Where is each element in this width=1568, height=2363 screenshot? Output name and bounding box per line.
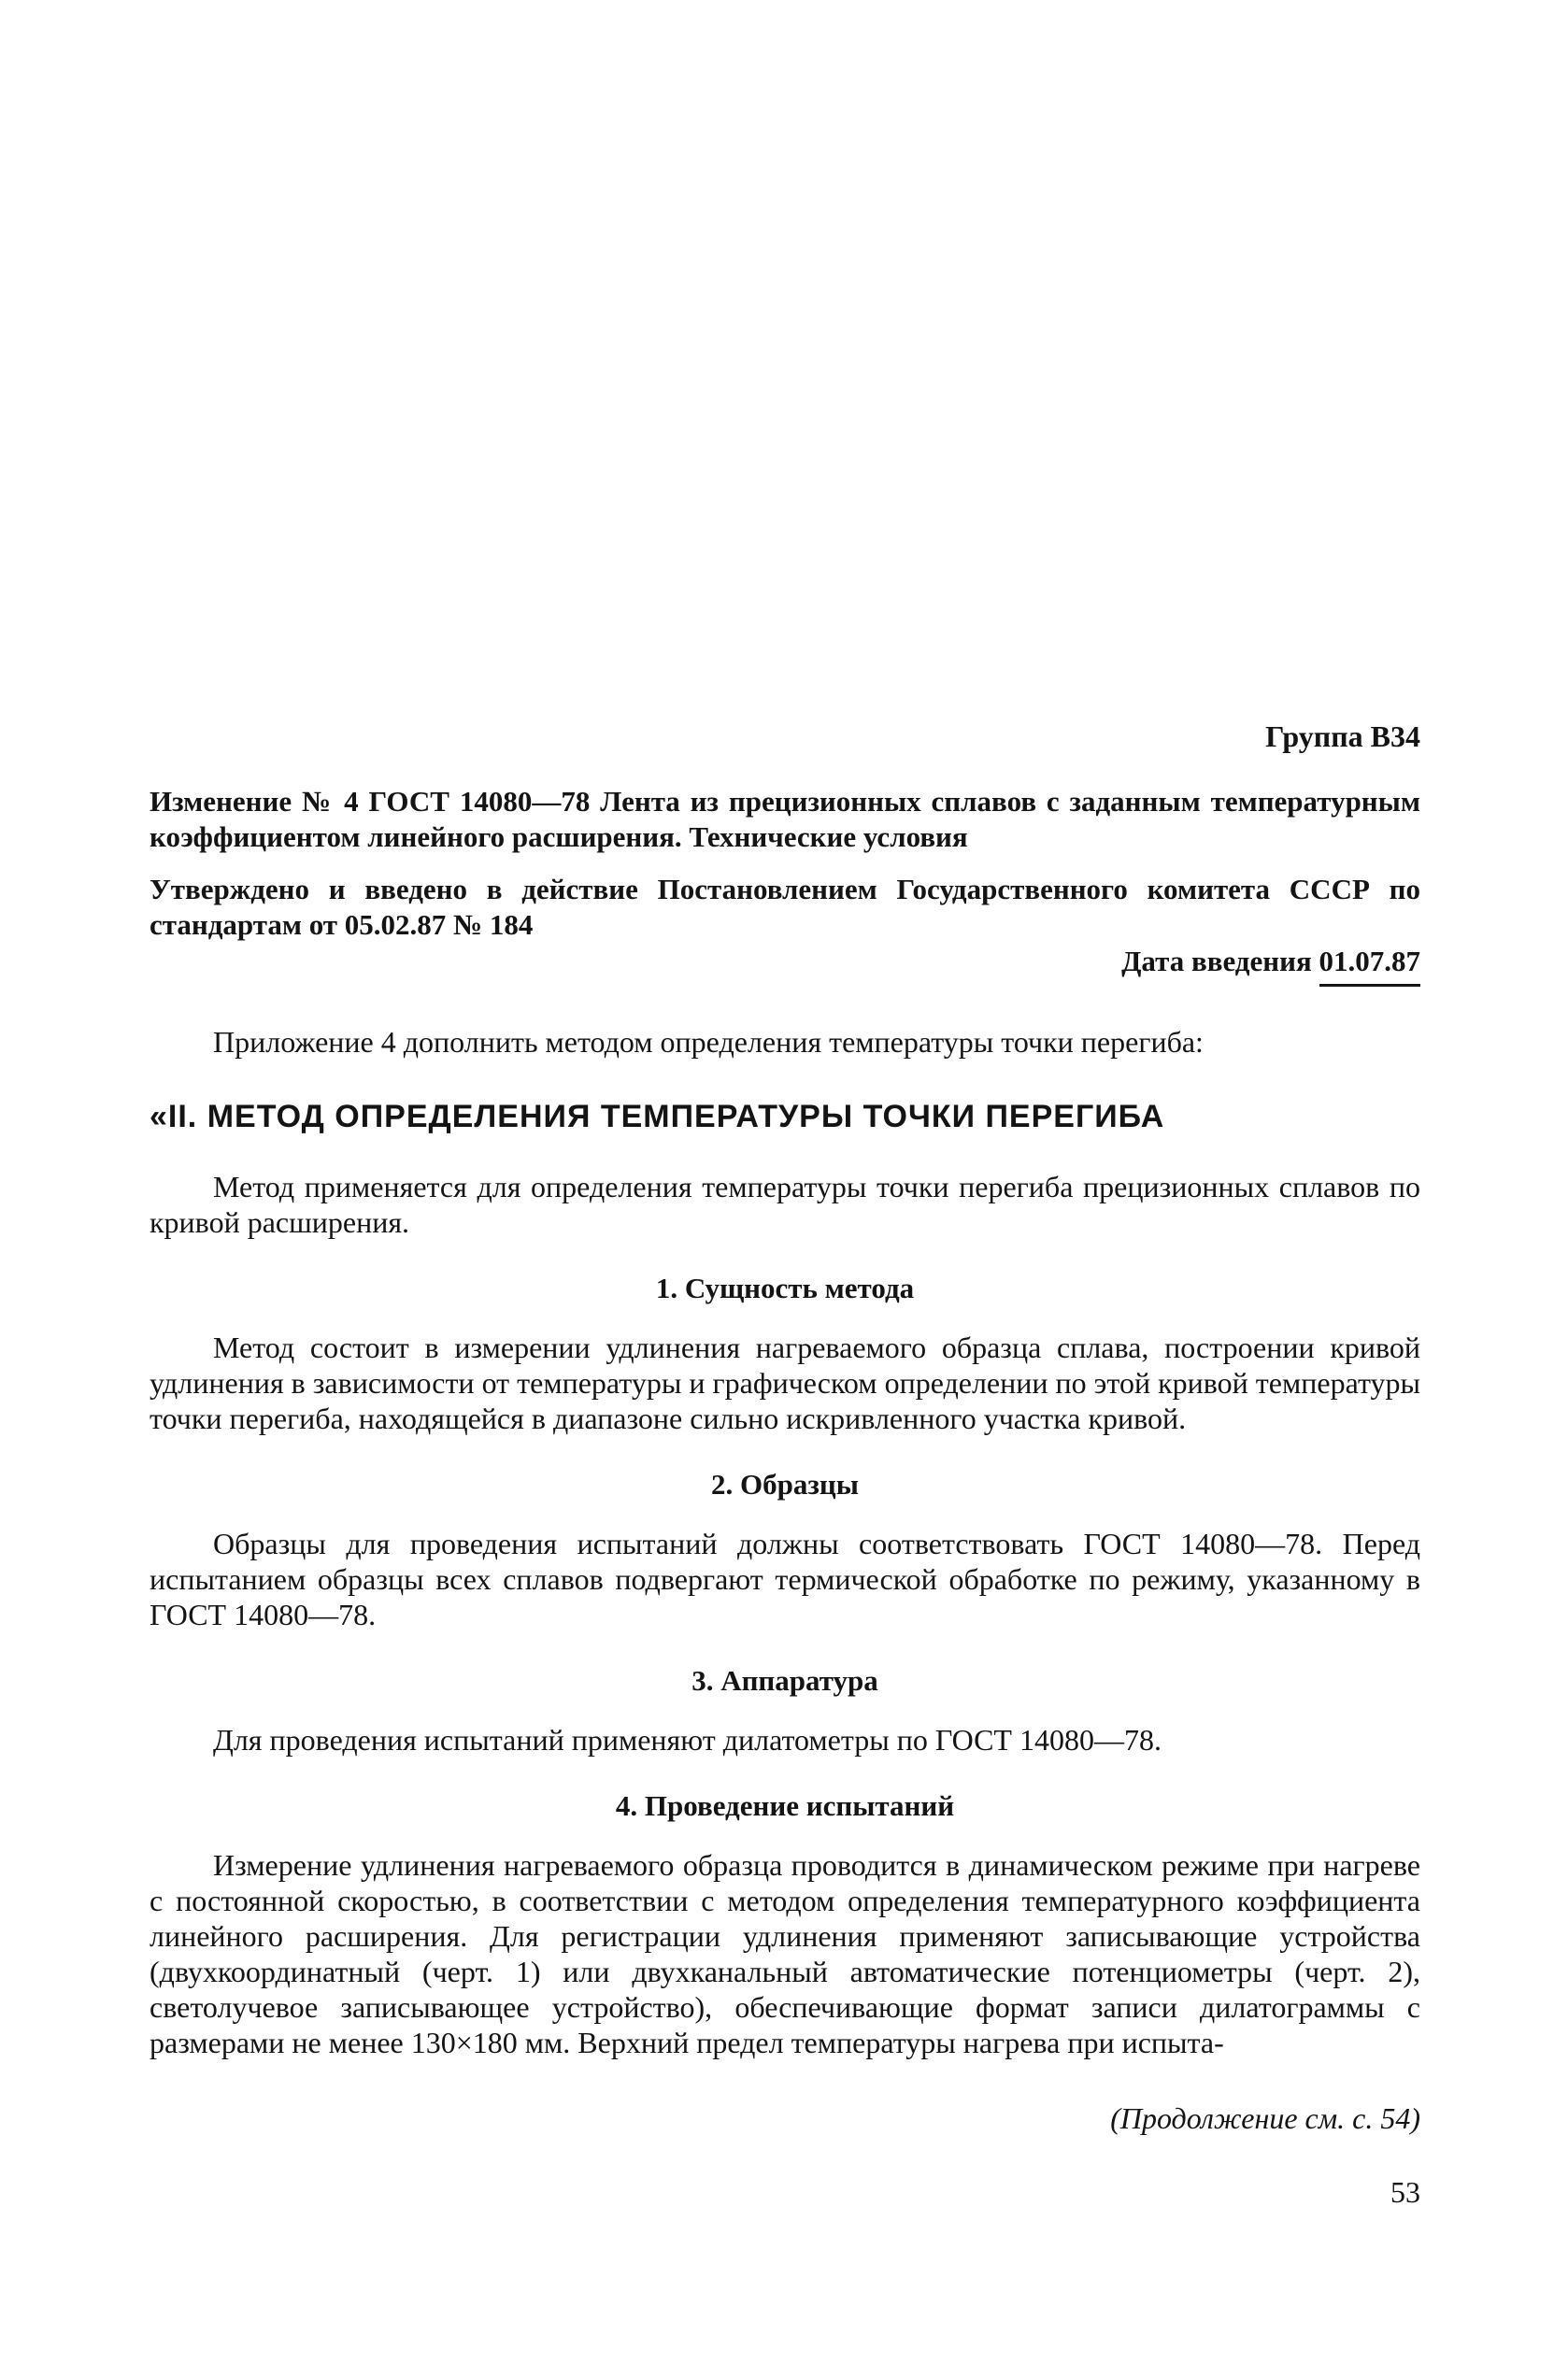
section-title-3: 3. Аппаратура [691,1664,878,1697]
section-title-1: 1. Сущность метода [655,1272,915,1304]
section-title-2: 2. Образцы [711,1468,859,1501]
section-text-1: Метод состоит в измерении удлинения нагреваемого образца сплава, построении кривой удлинения в зависимости от температуры и графическом определении по этой кривой температуры точки перегиба, находящейся в диапазоне сильно искривленного участка кривой. [150,1331,1420,1435]
continuation-note: (Продолжение см. с. 54) [1110,2101,1420,2135]
section-text-2: Образцы для проведения испытаний должны соответствовать ГОСТ 14080—78. Перед испытанием образцы всех сплавов подвергают термической обработке по режиму, указанному в ГОСТ 14080—78. [150,1527,1420,1631]
intro-paragraph: Приложение 4 дополнить методом определения температуры точки перегиба: [213,1025,1204,1059]
section-title-4: 4. Проведение испытаний [615,1789,955,1822]
date-label: Дата введения [1121,945,1312,977]
page-number: 53 [1390,2175,1420,2209]
date-value: 01.07.87 [1319,943,1421,987]
section-text-3: Для проведения испытаний применяют дилатометры по ГОСТ 14080—78. [213,1723,1162,1757]
section-text-4: Измерение удлинения нагреваемого образца проводится в динамическом режиме при нагреве с постоянной скоростью, в соответствии с методом определения температурного коэффициента линейного расширения. Для регистрации удлинения применяют записывающие устройства (двухкоординатный (черт. 1) или двухканальный автоматические потенциометры (черт. 2), светолучевое записывающее устройство), обеспечивающие формат записи дилатограммы с размерами не менее 130×180 мм. Верхний предел температуры нагрева при испыта- [150,1848,1420,2059]
change-heading: Изменение № 4 ГОСТ 14080—78 Лента из прецизионных сплавов с заданным температурным коэффициентом линейного расширения. Технические условия [150,785,1420,853]
group-code: Группа В34 [1265,719,1420,753]
document-page [150,719,1420,2210]
method-title: «II. МЕТОД ОПРЕДЕЛЕНИЯ ТЕМПЕРАТУРЫ ТОЧКИ ПЕРЕГИБА [150,1099,1165,1134]
method-description: Метод применяется для определения температуры точки перегиба прецизионных сплавов по кривой расширения. [150,1170,1420,1239]
effective-date [150,943,1420,987]
approval-statement: Утверждено и введено в действие Постановлением Государственного комитета СССР по стандартам от 05.02.87 № 184 [150,873,1420,941]
